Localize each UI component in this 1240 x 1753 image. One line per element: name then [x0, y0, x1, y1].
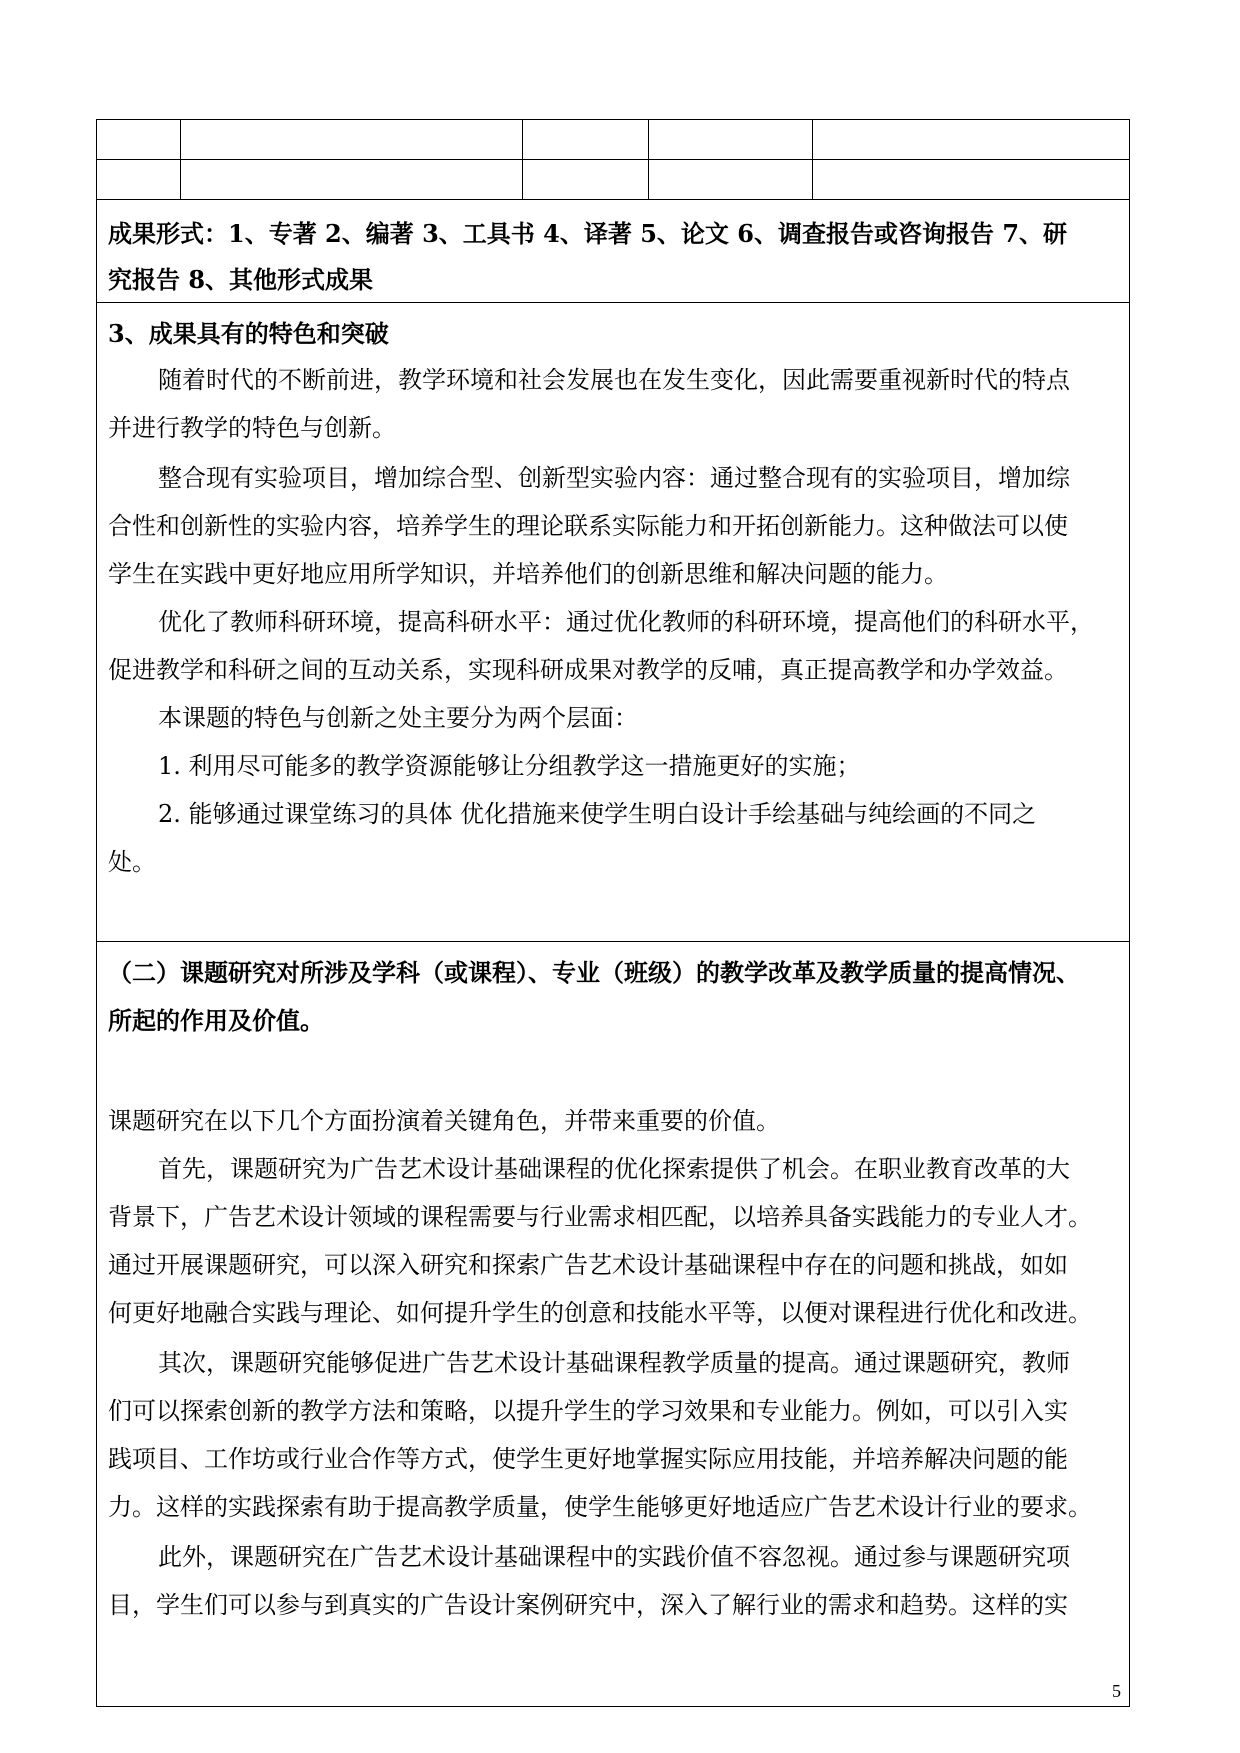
section-two-heading-line-2: 所起的作用及价值。: [108, 1006, 324, 1035]
paragraph-line: 促进教学和科研之间的互动关系，实现科研成果对教学的反哺，真正提高教学和办学效益。: [108, 656, 1068, 684]
table-border-bottom: [96, 1706, 1130, 1707]
paragraph-line: 首先，课题研究为广告艺术设计基础课程的优化探索提供了机会。在职业教育改革的大: [158, 1155, 1070, 1183]
paragraph-line: 整合现有实验项目，增加综合型、创新型实验内容：通过整合现有的实验项目，增加综: [158, 464, 1070, 492]
outcome-forms-line-2: 究报告 8、其他形式成果: [108, 265, 374, 294]
table-border-left: [96, 119, 97, 1707]
paragraph-line: 此外，课题研究在广告艺术设计基础课程中的实践价值不容忽视。通过参与课题研究项: [158, 1543, 1070, 1571]
table-row-divider: [96, 159, 1130, 160]
paragraph-line: 践项目、工作坊或行业合作等方式，使学生更好地掌握实际应用技能，并培养解决问题的能: [108, 1445, 1068, 1473]
paragraph-line: 合性和创新性的实验内容，培养学生的理论联系实际能力和开拓创新能力。这种做法可以使: [108, 512, 1068, 540]
paragraph-line: 本课题的特色与创新之处主要分为两个层面：: [158, 704, 638, 732]
paragraph-line: 何更好地融合实践与理论、如何提升学生的创意和技能水平等，以便对课程进行优化和改进。: [108, 1299, 1092, 1327]
paragraph-line: 通过开展课题研究，可以深入研究和探索广告艺术设计基础课程中存在的问题和挑战，如如: [108, 1251, 1068, 1279]
paragraph-line: 课题研究在以下几个方面扮演着关键角色，并带来重要的价值。: [108, 1107, 780, 1135]
paragraph-line: 优化了教师科研环境，提高科研水平：通过优化教师的科研环境，提高他们的科研水平，: [158, 608, 1094, 636]
paragraph-line: 处。: [108, 848, 156, 876]
paragraph-line: 力。这样的实践探索有助于提高教学质量，使学生能够更好地适应广告艺术设计行业的要求。: [108, 1493, 1092, 1521]
page-number: 5: [1112, 1681, 1121, 1701]
paragraph-line: 随着时代的不断前进，教学环境和社会发展也在发生变化，因此需要重视新时代的特点: [158, 366, 1070, 394]
list-item: 1. 利用尽可能多的教学资源能够让分组教学这一措施更好的实施；: [158, 752, 861, 780]
table-border-right: [1129, 119, 1130, 1707]
paragraph-line: 学生在实践中更好地应用所学知识，并培养他们的创新思维和解决问题的能力。: [108, 560, 948, 588]
table-col-divider: [648, 119, 649, 200]
paragraph-line: 目，学生们可以参与到真实的广告设计案例研究中，深入了解行业的需求和趋势。这样的实: [108, 1591, 1068, 1619]
table-col-divider: [522, 119, 523, 200]
table-col-divider: [180, 119, 181, 200]
list-item: 2. 能够通过课堂练习的具体 优化措施来使学生明白设计手绘基础与纯绘画的不同之: [158, 800, 1037, 828]
table-row-divider: [96, 199, 1130, 200]
table-col-divider: [812, 119, 813, 200]
paragraph-line: 背景下，广告艺术设计领域的课程需要与行业需求相匹配，以培养具备实践能力的专业人才。: [108, 1203, 1092, 1231]
paragraph-line: 们可以探索创新的教学方法和策略，以提升学生的学习效果和专业能力。例如，可以引入实: [108, 1397, 1068, 1425]
paragraph-line: 其次，课题研究能够促进广告艺术设计基础课程教学质量的提高。通过课题研究，教师: [158, 1349, 1070, 1377]
table-border-top: [96, 119, 1130, 120]
section-two-heading-line-1: （二）课题研究对所涉及学科（或课程）、专业（班级）的教学改革及教学质量的提高情况、: [108, 958, 1080, 987]
outcome-forms-line-1: 成果形式：1、专著 2、编著 3、工具书 4、译著 5、论文 6、调查报告或咨询报告 7、研: [108, 219, 1068, 248]
table-row-divider: [96, 941, 1130, 942]
paragraph-line: 并进行教学的特色与创新。: [108, 414, 396, 442]
section-3-heading: 3、成果具有的特色和突破: [108, 319, 389, 348]
